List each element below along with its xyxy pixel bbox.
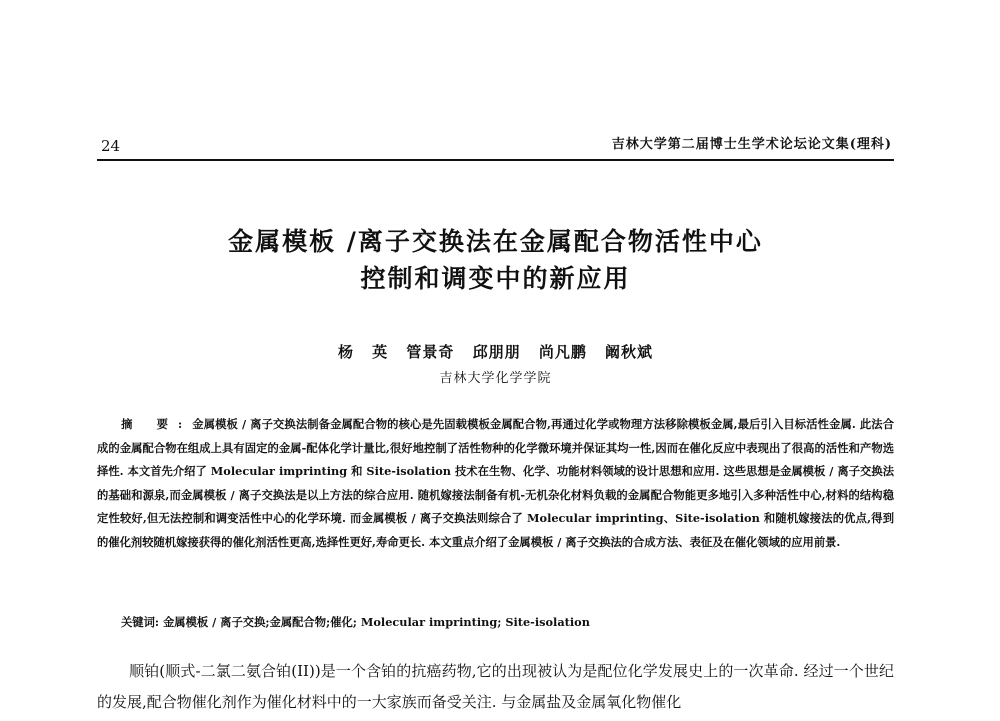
author-list: 杨 英 管景奇 邱朋朋 尚凡鹏 阚秋斌 [337,343,654,361]
body-paragraph [97,656,894,718]
page-number: 24 [101,137,121,155]
keywords-text: 金属模板 / 离子交换;金属配合物;催化; Molecular imprinting; Site-isolation [163,615,590,629]
paper-title-line-1: 金属模板 /离子交换法在金属配合物活性中心 [228,227,763,256]
affiliation: 吉林大学化学学院 [439,371,552,386]
keywords [121,614,891,630]
abstract-label: 摘 要: [121,417,193,431]
running-head: 吉林大学第二届博士生学术论坛论文集(理科) [611,137,892,152]
paper-title-line-2: 控制和调变中的新应用 [360,264,631,293]
body-paragraph-text: 顺铂(顺式-二氯二氨合铂(II))是一个含铂的抗癌药物,它的出现被认为是配位化学发展史上的一次革命. 经过一个世纪的发展,配合物催化剂作为催化材料中的一大家族而备受关注. 与金属盐及金属氧化物催化 [97,662,894,711]
header-rule [97,159,894,161]
abstract-text: 金属模板 / 离子交换法制备金属配合物的核心是先固载模板金属配合物,再通过化学或物理方法移除模板金属,最后引入目标活性金属. 此法合成的金属配合物在组成上具有固定的金属-配体化学计量比,很好地控制了活性物种的化学微环境并保证其均一性,因而在催化反应中表现出了很高的活性和产物选择性. 本文首先介绍了 Molecular imprinting 和 Site-isolation 技术在生物、化学、功能材料领域的设计思想和应用. 这些思想是金属模板 / 离子交换法的基础和源泉,而金属模板 / 离子交换法是以上方法的综合应用. 随机嫁接法制备有机-无机杂化材料负载的金属配合物能更多地引入多种活性中心,材料的结构稳定性较好,但无法控制和调变活性中心的化学环境. 而金属模板 / 离子交换法则综合了 Molecular imprinting、Site-isolation 和随机嫁接法的优点,得到的催化剂较随机嫁接获得的催化剂活性更高,选择性更好,寿命更长. 本文重点介绍了金属模板 / 离子交换法的合成方法、表征及在催化领域的应用前景. [97,417,894,549]
keywords-label: 关键词: [121,615,160,629]
abstract [97,413,894,554]
